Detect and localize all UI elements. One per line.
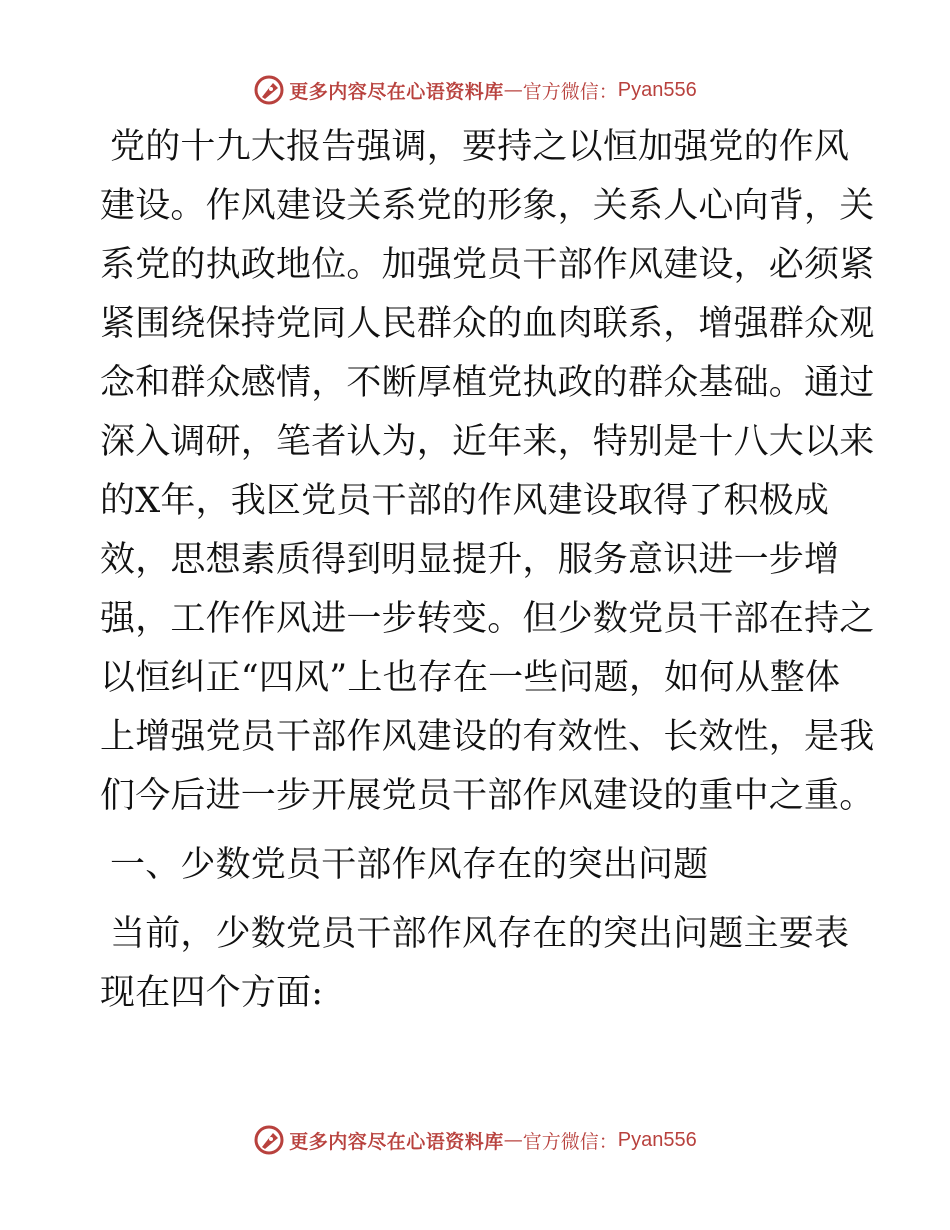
text-line: 上增强党员干部作风建设的有效性、长效性，是我 [100, 717, 875, 757]
text-line: 现在四个方面: [100, 973, 324, 1013]
paragraph-intro [100, 118, 875, 826]
text-line: 深入调研，笔者认为，近年来，特别是十八大以来 [100, 422, 875, 462]
banner-wechat-label: 官方微信： [522, 80, 618, 103]
banner-wechat-id: Pyan556 [617, 1128, 697, 1151]
section-heading: 一、少数党员干部作风存在的突出问题 [110, 845, 709, 885]
text-line: 效，思想素质得到明显提升，服务意识进一步增 [100, 540, 840, 580]
text-line: 党的十九大报告强调，要持之以恒加强党的作风 [110, 127, 850, 167]
text-line: 的X年，我区党员干部的作风建设取得了积极成 [100, 481, 830, 521]
banner-wechat-label: 官方微信： [522, 1130, 618, 1153]
document-body [100, 118, 875, 1023]
header-banner [0, 72, 950, 108]
text-line: 建设。作风建设关系党的形象，关系人心向背，关 [100, 186, 875, 226]
paragraph-problems [100, 905, 860, 1023]
pen-nib-logo-icon [253, 1124, 285, 1156]
banner-dash: — [503, 1129, 523, 1151]
footer-banner [0, 1122, 950, 1158]
text-line: 当前，少数党员干部作风存在的突出问题主要表 [110, 914, 850, 954]
banner-title: 更多内容尽在心语资料库 [289, 1130, 504, 1153]
text-line: 强，工作作风进一步转变。但少数党员干部在持之 [100, 599, 875, 639]
pen-nib-logo-icon [253, 74, 285, 106]
text-line: 系党的执政地位。加强党员干部作风建设，必须紧 [100, 245, 875, 285]
text-line: 念和群众感情，不断厚植党执政的群众基础。通过 [100, 363, 875, 403]
banner-title: 更多内容尽在心语资料库 [289, 80, 504, 103]
text-line: 紧围绕保持党同人民群众的血肉联系，增强群众观 [100, 304, 875, 344]
banner-wechat-id: Pyan556 [617, 78, 697, 101]
banner-dash: — [503, 79, 523, 101]
text-line: 以恒纠正“四风”上也存在一些问题，如何从整体 [100, 658, 841, 698]
text-line: 们今后进一步开展党员干部作风建设的重中之重。 [100, 776, 875, 816]
